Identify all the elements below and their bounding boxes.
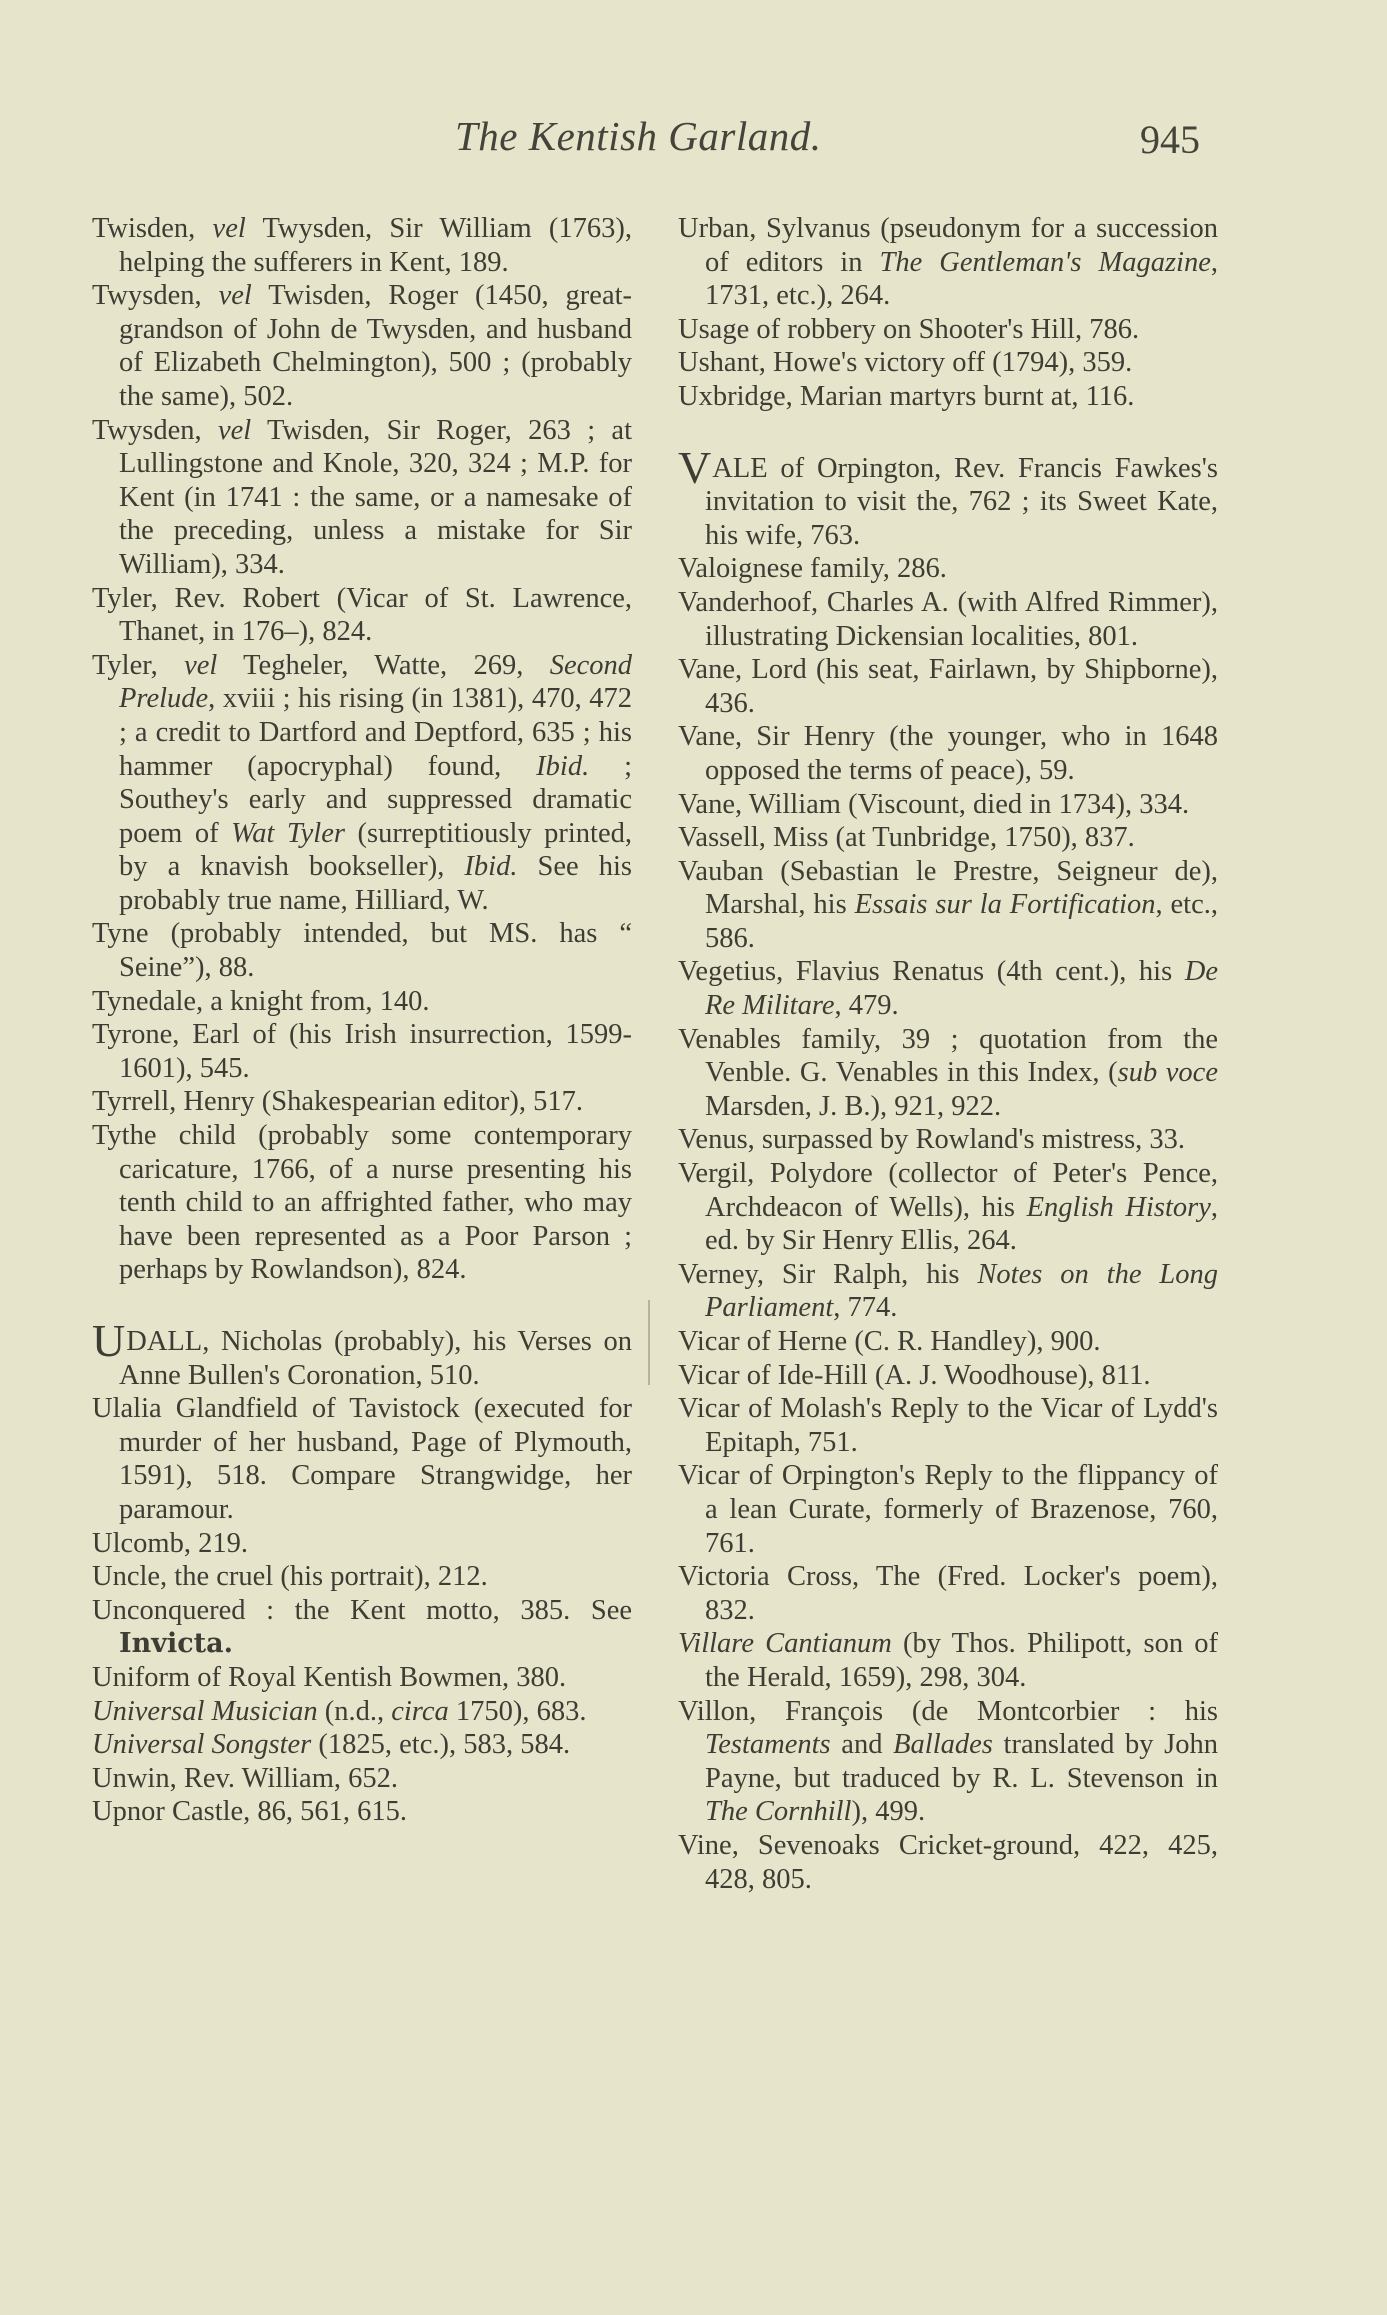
italic-text: Universal Musician bbox=[92, 1695, 318, 1727]
italic-text: vel bbox=[212, 213, 246, 244]
entry-text: Uniform of Royal Kentish Bowmen, 380. bbox=[92, 1661, 567, 1693]
index-entry bbox=[92, 985, 632, 1019]
entry-text: Tegheler, Watte, 269, bbox=[217, 649, 550, 681]
entry-text: Ulalia Glandfield of Tavistock (executed for murder of her husband, Page of Plymouth, 1591), 518. Compare Strangwidge, her paramour. bbox=[92, 1393, 632, 1525]
entry-text: Vanderhoof, Charles A. (with Alfred Rimmer), illustrating Dickensian localities, 801. bbox=[678, 586, 1218, 652]
section-initial-letter: U bbox=[92, 1315, 126, 1366]
entry-text: and bbox=[830, 1729, 894, 1761]
entry-text: Usage of robbery on Shooter's Hill, 786. bbox=[678, 313, 1140, 345]
entry-text: , xviii ; his rising (in 1381), 470, 472 ; a credit to Dartford and Deptford, 635 ; his hammer (apocryphal) found, bbox=[119, 683, 632, 782]
index-entry bbox=[92, 1315, 632, 1392]
index-entry bbox=[678, 855, 1218, 956]
entry-text: Vegetius, Flavius Renatus (4th cent.), his bbox=[678, 956, 1185, 988]
entry-text: Twisden, Roger (1450, great-grandson of John de Twysden, and husband of Elizabeth Chelmington), 500 ; (probably the same), 502. bbox=[119, 280, 633, 412]
entry-text: translated by John Payne, but traduced by R. L. Stevenson in bbox=[705, 1729, 1218, 1794]
index-entry bbox=[678, 552, 1218, 586]
entry-text: Vicar of Orpington's Reply to the flippancy of a lean Curate, formerly of Brazenose, 760, 761. bbox=[678, 1460, 1218, 1559]
entry-text: Uncle, the cruel (his portrait), 212. bbox=[92, 1561, 488, 1593]
index-entry bbox=[678, 1258, 1218, 1325]
entry-text: Tyrone, Earl of (his Irish insurrection, 1599-1601), 545. bbox=[92, 1019, 632, 1084]
entry-text: Villon, François (de Montcorbier : his bbox=[678, 1695, 1218, 1727]
italic-text: Villare Cantianum bbox=[678, 1628, 892, 1660]
italic-text: vel bbox=[184, 649, 218, 681]
entry-text: , 1731, etc.), 264. bbox=[705, 246, 1218, 312]
italic-text: Essais sur la Fortification bbox=[854, 889, 1156, 921]
italic-text: Ibid. bbox=[464, 851, 518, 883]
italic-text: Universal Songster bbox=[92, 1729, 312, 1761]
italic-text: Ballades bbox=[893, 1729, 993, 1761]
italic-text: circa bbox=[391, 1695, 449, 1727]
index-entry bbox=[678, 1695, 1218, 1829]
entry-text: Vicar of Ide-Hill (A. J. Woodhouse), 811. bbox=[678, 1359, 1151, 1391]
index-entry bbox=[678, 586, 1218, 653]
index-entry bbox=[678, 313, 1218, 347]
entry-text: Venus, surpassed by Rowland's mistress, 33. bbox=[678, 1124, 1186, 1156]
index-entry bbox=[678, 1325, 1218, 1359]
index-entry bbox=[678, 1829, 1218, 1896]
index-entry bbox=[678, 212, 1218, 313]
entry-text: Urban, Sylvanus (pseudonym for a succession of editors in bbox=[678, 213, 1218, 278]
italic-text: Testaments bbox=[705, 1729, 831, 1761]
entry-text: Vine, Sevenoaks Cricket-ground, 422, 425, 428, 805. bbox=[678, 1829, 1218, 1895]
italic-text: The Cornhill bbox=[705, 1796, 852, 1828]
entry-text: Invicta. bbox=[119, 1628, 234, 1660]
index-entry bbox=[92, 1728, 632, 1762]
index-entry bbox=[92, 1392, 632, 1526]
section-gap bbox=[678, 414, 1218, 452]
index-entry bbox=[92, 1085, 632, 1119]
entry-text: Vicar of Molash's Reply to the Vicar of Lydd's Epitaph, 751. bbox=[678, 1393, 1218, 1458]
entry-text: , 774. bbox=[833, 1292, 898, 1324]
index-entry bbox=[92, 1560, 632, 1594]
entry-text: Tyrrell, Henry (Shakespearian editor), 517. bbox=[92, 1086, 584, 1118]
entry-text: Twisden, bbox=[92, 213, 213, 244]
page-number: 945 bbox=[1140, 117, 1200, 162]
entry-text: Vane, William (Viscount, died in 1734), 334. bbox=[678, 788, 1190, 820]
italic-text: De Re Militare bbox=[705, 956, 1218, 1022]
index-entry bbox=[92, 1018, 632, 1085]
entry-text: See his probably true name, Hilliard, W. bbox=[119, 851, 632, 916]
index-entry bbox=[92, 1795, 632, 1829]
entry-text: ), 499. bbox=[851, 1796, 926, 1828]
entry-text: Vergil, Polydore (collector of Peter's Pence, Archdeacon of Wells), his bbox=[678, 1158, 1218, 1223]
index-entry bbox=[92, 1661, 632, 1695]
entry-text: Ushant, Howe's victory off (1794), 359. bbox=[678, 347, 1133, 379]
italic-text: vel bbox=[218, 280, 252, 312]
entry-text: Tyler, Rev. Robert (Vicar of St. Lawrence, Thanet, in 176–), 824. bbox=[92, 582, 632, 648]
entry-text: Victoria Cross, The (Fred. Locker's poem), 832. bbox=[678, 1561, 1218, 1626]
index-entry bbox=[678, 346, 1218, 380]
index-entry bbox=[92, 1695, 632, 1729]
entry-text: Unwin, Rev. William, 652. bbox=[92, 1762, 398, 1794]
entry-text: Valoignese family, 286. bbox=[678, 553, 947, 585]
entry-text: Tythe child (probably some contemporary caricature, 1766, of a nurse presenting his tenth child to an affrighted father, who may have been represented as a Poor Parson ; perhaps by Rowlandson), 824. bbox=[92, 1120, 632, 1286]
index-entry bbox=[678, 1392, 1218, 1459]
italic-text: Notes on the Long Parliament bbox=[705, 1258, 1218, 1324]
entry-text: Verney, Sir Ralph, his bbox=[678, 1258, 978, 1290]
running-title: The Kentish Garland. bbox=[455, 113, 822, 159]
entry-text: , etc., 586. bbox=[705, 889, 1218, 954]
italic-text: vel bbox=[217, 414, 252, 446]
index-entry bbox=[92, 917, 632, 984]
index-entry bbox=[92, 1527, 632, 1561]
entry-text: Marsden, J. B.), 921, 922. bbox=[705, 1090, 1002, 1122]
index-entry bbox=[678, 1459, 1218, 1560]
index-entry bbox=[92, 414, 632, 582]
index-entry bbox=[92, 1762, 632, 1796]
index-entry bbox=[678, 720, 1218, 787]
italic-text: Ibid. bbox=[536, 750, 590, 782]
entry-text: Twisden, Sir Roger, 263 ; at Lullingstone and Knole, 320, 324 ; M.P. for Kent (in 1741 : the same, or a namesake of the preceding, unless a mistake for Sir William), 334. bbox=[119, 414, 632, 580]
entry-text: (surreptitiously printed, by a knavish bookseller), bbox=[119, 817, 633, 883]
entry-text: Vicar of Herne (C. R. Handley), 900. bbox=[678, 1326, 1101, 1357]
italic-text: Wat Tyler bbox=[231, 817, 345, 849]
entry-text: Upnor Castle, 86, 561, 615. bbox=[92, 1796, 408, 1828]
entry-text: Twysden, bbox=[92, 414, 218, 446]
entry-text: Vauban (Sebastian le Prestre, Seigneur de), Marshal, his bbox=[678, 855, 1218, 921]
index-entry bbox=[678, 821, 1218, 855]
index-entry bbox=[92, 1119, 632, 1287]
index-entry bbox=[678, 955, 1218, 1022]
entry-text: Unconquered : the Kent motto, 385. See bbox=[92, 1594, 632, 1626]
section-gap bbox=[92, 1287, 632, 1325]
entry-text: Tynedale, a knight from, 140. bbox=[92, 985, 430, 1017]
index-column-left bbox=[92, 212, 632, 1829]
index-entry bbox=[678, 1560, 1218, 1627]
entry-text: Twysden, bbox=[92, 280, 219, 312]
entry-text: Venables family, 39 ; quotation from the Venble. G. Venables in this Index, ( bbox=[678, 1023, 1218, 1089]
entry-text: Ulcomb, 219. bbox=[92, 1527, 248, 1559]
index-entry bbox=[678, 1023, 1218, 1124]
entry-text: DALL, Nicholas (probably), his Verses on Anne Bullen's Coronation, 510. bbox=[119, 1326, 632, 1391]
index-column-right bbox=[678, 212, 1218, 1896]
entry-text: Twysden, Sir William (1763), helping the sufferers in Kent, 189. bbox=[119, 213, 632, 278]
index-entry bbox=[678, 380, 1218, 414]
index-entry bbox=[678, 653, 1218, 720]
entry-text: Tyler, bbox=[92, 649, 185, 681]
section-initial-letter: V bbox=[678, 441, 712, 493]
index-entry bbox=[678, 1123, 1218, 1157]
entry-text: 1750), 683. bbox=[448, 1695, 587, 1727]
index-entry bbox=[678, 1157, 1218, 1258]
italic-text: Second Prelude bbox=[119, 649, 633, 715]
entry-text: ALE of Orpington, Rev. Francis Fawkes's invitation to visit the, 762 ; its Sweet Kate, his wife, 763. bbox=[705, 452, 1218, 551]
index-entry bbox=[678, 1359, 1218, 1393]
index-entry bbox=[92, 582, 632, 649]
index-entry bbox=[92, 212, 632, 279]
entry-text: (n.d., bbox=[317, 1695, 392, 1727]
entry-text: Uxbridge, Marian martyrs burnt at, 116. bbox=[678, 380, 1135, 412]
column-divider bbox=[648, 1300, 650, 1385]
entry-text: ; Southey's early and suppressed dramatic poem of bbox=[119, 750, 632, 849]
entry-text: Vane, Lord (his seat, Fairlawn, by Shipborne), 436. bbox=[678, 654, 1218, 719]
page-header bbox=[0, 112, 1387, 172]
index-entry bbox=[92, 1594, 632, 1661]
entry-text: Tyne (probably intended, but MS. has “ Seine”), 88. bbox=[92, 918, 632, 984]
index-entry bbox=[678, 1627, 1218, 1694]
italic-text: English History bbox=[1026, 1191, 1211, 1223]
italic-text: sub voce bbox=[1117, 1057, 1218, 1089]
entry-text: (by Thos. Philipott, son of the Herald, 1659), 298, 304. bbox=[705, 1628, 1218, 1693]
index-entry bbox=[92, 649, 632, 918]
entry-text: Vane, Sir Henry (the younger, who in 1648 opposed the terms of peace), 59. bbox=[678, 721, 1218, 786]
index-entry bbox=[678, 788, 1218, 822]
entry-text: , 479. bbox=[834, 990, 899, 1022]
entry-text: (1825, etc.), 583, 584. bbox=[311, 1729, 571, 1761]
index-entry bbox=[678, 441, 1218, 553]
italic-text: The Gentleman's Magazine bbox=[879, 246, 1211, 278]
entry-text: Vassell, Miss (at Tunbridge, 1750), 837. bbox=[678, 822, 1135, 854]
index-entry bbox=[92, 279, 632, 413]
entry-text: , ed. by Sir Henry Ellis, 264. bbox=[705, 1191, 1218, 1257]
